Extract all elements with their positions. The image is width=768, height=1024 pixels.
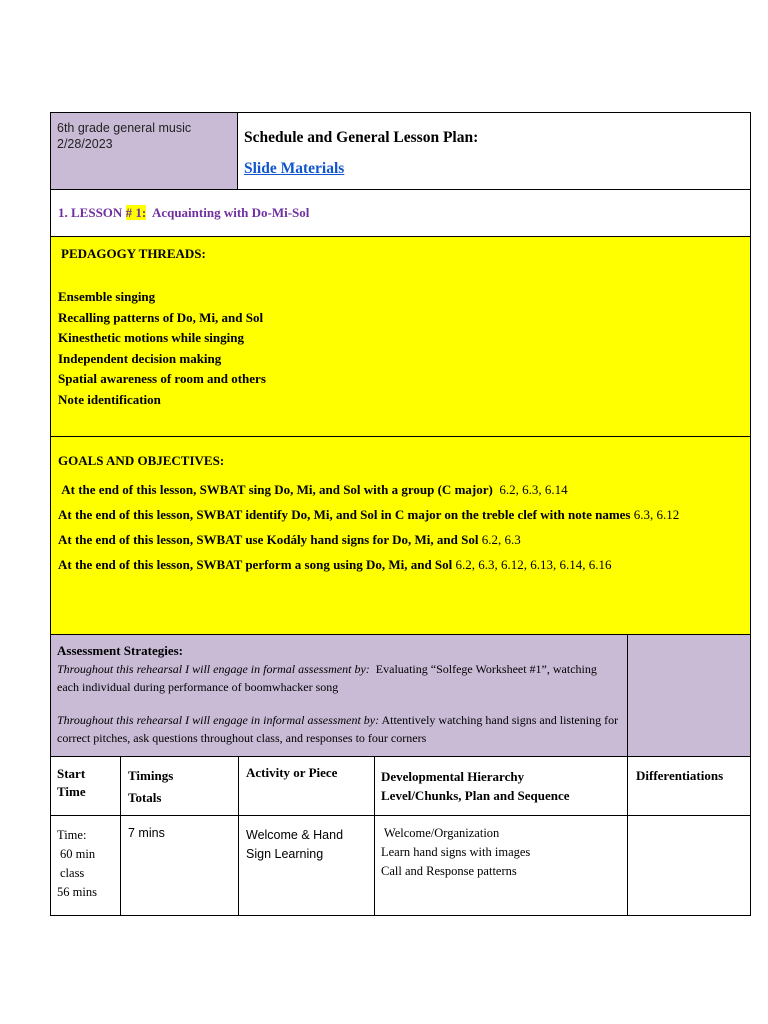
sequence-item: Welcome/Organization xyxy=(381,826,500,840)
table-row xyxy=(50,816,751,916)
header-developmental-hierarchy: Developmental Hierarchy Level/Chunks, Plan and Sequence xyxy=(381,769,570,803)
lesson-prefix: 1. LESSON xyxy=(58,205,126,220)
goal-standards: 6.3, 6.12 xyxy=(630,507,680,522)
pedagogy-item: Kinesthetic motions while singing xyxy=(58,330,244,345)
header-row xyxy=(50,112,751,190)
header-differentiations: Differentiations xyxy=(636,768,724,783)
schedule-table-header xyxy=(50,757,751,816)
sequence-item: Learn hand signs with images xyxy=(381,845,531,859)
goals-heading: GOALS AND OBJECTIVES: xyxy=(58,453,225,468)
start-time-cell: Time: 60 min class 56 mins xyxy=(57,828,97,899)
plan-title-cell xyxy=(239,113,750,189)
goals-list xyxy=(58,482,740,573)
goal-item: At the end of this lesson, SWBAT sing Do, Mi, and Sol with a group (C major) 6.2, 6.3, 6.14 xyxy=(58,482,568,497)
sequence-item: Call and Response patterns xyxy=(381,864,517,878)
pedagogy-item: Ensemble singing xyxy=(58,289,156,304)
goal-item: At the end of this lesson, SWBAT perform a song using Do, Mi, and Sol 6.2, 6.3, 6.12, 6.13, 6.14, 6.16 xyxy=(58,557,612,572)
goal-standards: 6.2, 6.3, 6.12, 6.13, 6.14, 6.16 xyxy=(452,557,612,572)
pedagogy-item: Spatial awareness of room and others xyxy=(58,371,266,386)
sequence-cell xyxy=(376,816,627,915)
assessment-text-cell xyxy=(51,635,627,756)
lesson-date: 2/28/2023 xyxy=(57,137,113,151)
informal-assessment: Throughout this rehearsal I will engage in informal assessment by: Attentively watching hand signs and listening for correct pitches, ask questions throughout class, and responses to four corners xyxy=(57,713,622,745)
assessment-heading: Assessment Strategies: xyxy=(57,643,184,658)
lesson-name: Acquainting with Do-Mi-Sol xyxy=(146,205,310,220)
differentiation-cell xyxy=(629,816,750,915)
goals-section xyxy=(50,437,751,635)
lesson-title xyxy=(58,205,309,221)
timing-cell: 7 mins xyxy=(128,826,165,840)
header-activity: Activity or Piece xyxy=(246,765,338,780)
formal-assessment: Throughout this rehearsal I will engage in formal assessment by: Evaluating “Solfege Worksheet #1”, watching each individual during performance of boomwhacker song xyxy=(57,662,600,694)
course-info-cell xyxy=(51,113,237,189)
activity-cell: Welcome & Hand Sign Learning xyxy=(246,828,344,861)
pedagogy-item: Independent decision making xyxy=(58,350,222,366)
pedagogy-heading: PEDAGOGY THREADS: xyxy=(61,246,206,261)
header-start-time: Start Time xyxy=(57,766,86,799)
goal-standards: 6.2, 6.3 xyxy=(478,532,521,547)
goal-standards: 6.2, 6.3, 6.14 xyxy=(492,482,568,497)
lesson-row xyxy=(50,190,751,237)
pedagogy-section xyxy=(50,237,751,437)
pedagogy-item: Note identification xyxy=(58,391,161,407)
slide-materials-link[interactable]: Slide Materials xyxy=(244,160,345,177)
plan-title: Schedule and General Lesson Plan: xyxy=(244,129,479,146)
goal-item: At the end of this lesson, SWBAT identify Do, Mi, and Sol in C major on the treble clef with note names 6.3, 6.12 xyxy=(58,507,680,522)
course-name: 6th grade general music xyxy=(57,121,192,135)
header-timings: Timings Totals xyxy=(128,768,174,805)
lesson-plan-document xyxy=(50,112,751,916)
goal-item: At the end of this lesson, SWBAT use Kodály hand signs for Do, Mi, and Sol 6.2, 6.3 xyxy=(58,532,521,547)
assessment-section xyxy=(50,635,751,757)
lesson-number: # 1: xyxy=(125,205,147,220)
pedagogy-list xyxy=(58,287,266,410)
pedagogy-item: Recalling patterns of Do, Mi, and Sol xyxy=(58,309,264,325)
